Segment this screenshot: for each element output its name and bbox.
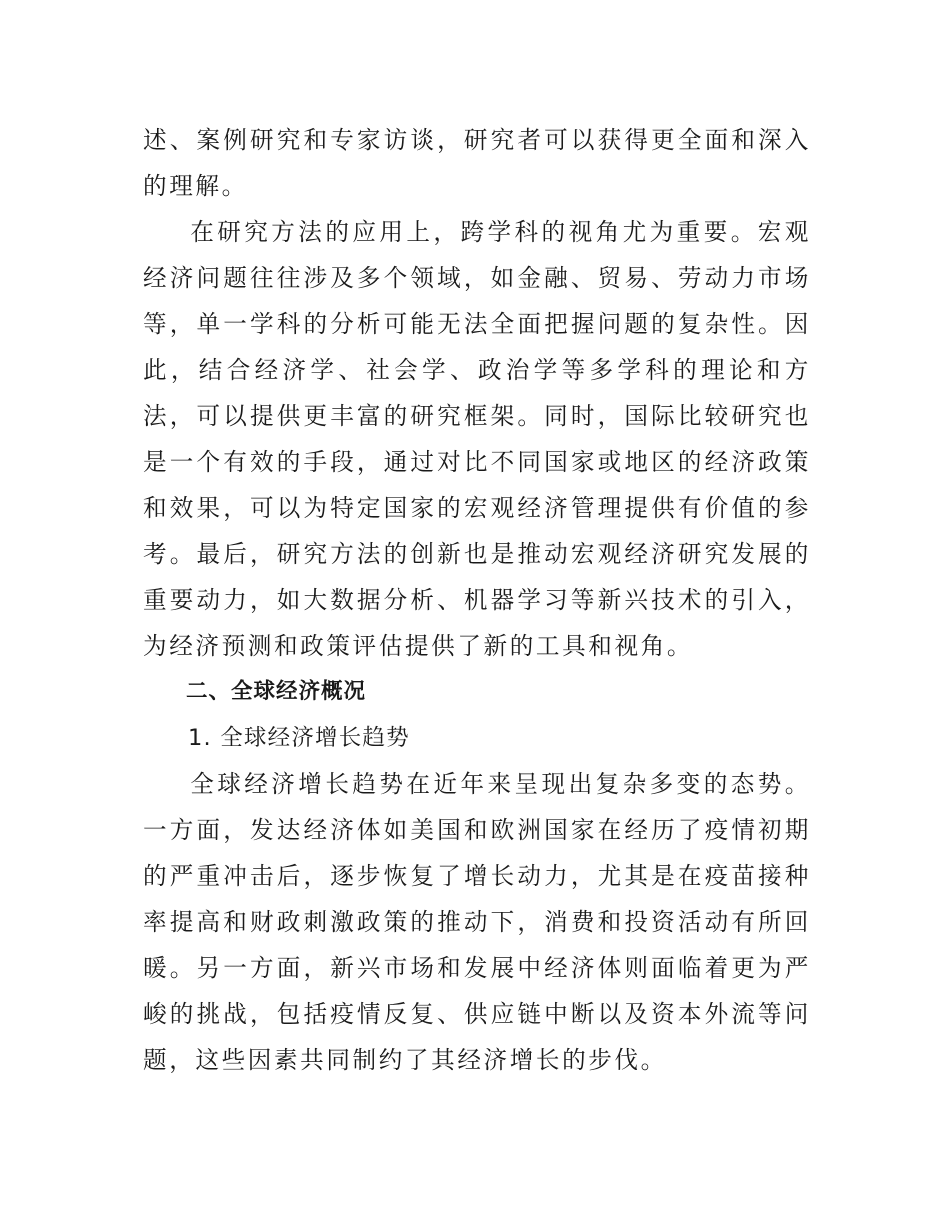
document-page xyxy=(143,117,811,1083)
body-paragraph-continued: 述、案例研究和专家访谈，研究者可以获得更全面和深入的理解。 xyxy=(143,126,811,200)
subsection-heading: 1. 全球经济增长趋势 xyxy=(188,725,410,751)
body-paragraph-research-methods: 在研究方法的应用上，跨学科的视角尤为重要。宏观经济问题往往涉及多个领域，如金融、贸易、劳动力市场等，单一学科的分析可能无法全面把握问题的复杂性。因此，结合经济学、社会学、政治学等多学科的理论和方法，可以提供更丰富的研究框架。同时，国际比较研究也是一个有效的手段，通过对比不同国家或地区的经济政策和效果，可以为特定国家的宏观经济管理提供有价值的参考。最后，研究方法的创新也是推动宏观经济研究发展的重要动力，如大数据分析、机器学习等新兴技术的引入，为经济预测和政策评估提供了新的工具和视角。 xyxy=(143,218,811,660)
body-paragraph-growth-trend: 全球经济增长趋势在近年来呈现出复杂多变的态势。一方面，发达经济体如美国和欧洲国家在经历了疫情初期的严重冲击后，逐步恢复了增长动力，尤其是在疫苗接种率提高和财政刺激政策的推动下，消费和投资活动有所回暖。另一方面，新兴市场和发展中经济体则面临着更为严峻的挑战，包括疫情反复、供应链中断以及资本外流等问题，这些因素共同制约了其经济增长的步伐。 xyxy=(143,770,811,1074)
section-heading: 二、全球经济概况 xyxy=(186,679,367,704)
